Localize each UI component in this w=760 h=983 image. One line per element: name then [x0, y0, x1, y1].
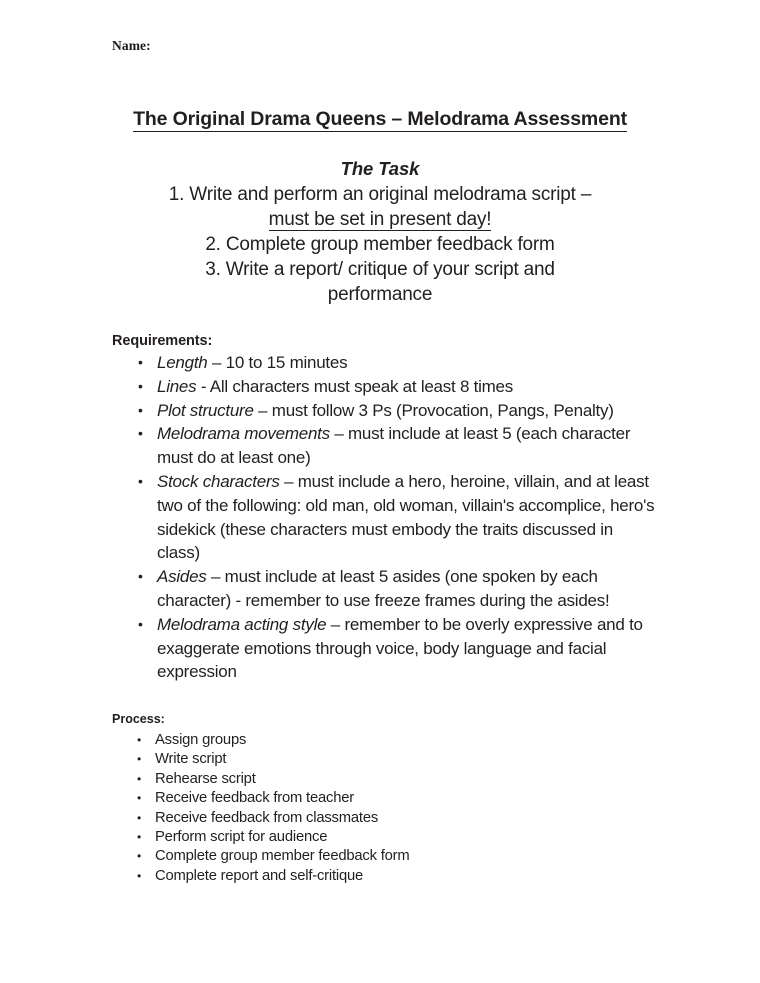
process-item: • Assign groups [112, 731, 657, 750]
requirements-list [112, 351, 657, 684]
requirement-detail: – must include at least 5 (each character must do at least one) [157, 424, 631, 468]
document-title [0, 108, 760, 131]
requirement-item [112, 399, 657, 423]
process-item: • Rehearse script [112, 770, 657, 789]
task-line [60, 182, 700, 207]
requirement-item [112, 422, 657, 470]
requirement-term: Stock characters [157, 471, 280, 491]
task-line-text: 1. Write and perform an original melodrama script – [168, 184, 592, 205]
requirements-heading: Requirements: [112, 333, 213, 349]
requirement-item [112, 351, 657, 375]
process-heading: Process: [112, 712, 165, 726]
name-field-label: Name: [112, 38, 151, 53]
process-item: • Complete group member feedback form [112, 847, 657, 866]
requirement-item [112, 565, 657, 613]
task-line [60, 257, 700, 282]
task-line [60, 232, 700, 257]
requirement-detail: – must follow 3 Ps (Provocation, Pangs, Penalty) [253, 400, 614, 420]
task-section [60, 157, 700, 307]
document-title-text: The Original Drama Queens – Melodrama Assessment [133, 108, 627, 130]
requirement-term: Lines [157, 376, 197, 396]
task-line-text: 2. Complete group member feedback form [205, 234, 555, 255]
requirement-term: Melodrama movements [157, 424, 330, 444]
task-section-heading: The Task [340, 158, 420, 179]
requirement-term: Asides [157, 567, 207, 587]
process-item: • Write script [112, 750, 657, 769]
process-item: • Receive feedback from teacher [112, 789, 657, 808]
task-line-underlined-text: must be set in present day! [268, 209, 492, 230]
requirement-term: Melodrama acting style [157, 614, 327, 634]
process-item: • Receive feedback from classmates [112, 809, 657, 828]
requirement-term: Plot structure [157, 400, 254, 420]
task-line [60, 207, 700, 232]
process-list [112, 731, 657, 886]
requirement-detail: – must include at least 5 asides (one spoken by each character) - remember to use freeze frames during the asides! [157, 567, 610, 610]
process-item: • Complete report and self-critique [112, 867, 657, 886]
requirement-item [112, 613, 657, 684]
task-line [60, 282, 700, 307]
task-line-text: 3. Write a report/ critique of your script and [205, 259, 555, 280]
requirement-item [112, 375, 657, 399]
task-line-list [60, 182, 700, 307]
process-item: • Perform script for audience [112, 828, 657, 847]
requirement-detail: – 10 to 15 minutes [207, 353, 348, 372]
requirement-term: Length [157, 353, 208, 372]
requirement-detail: – remember to be overly expressive and to exaggerate emotions through voice, body language and facial expression [157, 614, 643, 682]
requirement-detail: – must include a hero, heroine, villain, and at least two of the following: old man, old woman, villain's accomplice, hero's sidekick (these characters must embody the traits discussed in class) [157, 471, 655, 563]
requirement-detail: - All characters must speak at least 8 times [196, 376, 513, 396]
task-line-text: performance [327, 284, 433, 305]
requirement-item [112, 470, 657, 565]
